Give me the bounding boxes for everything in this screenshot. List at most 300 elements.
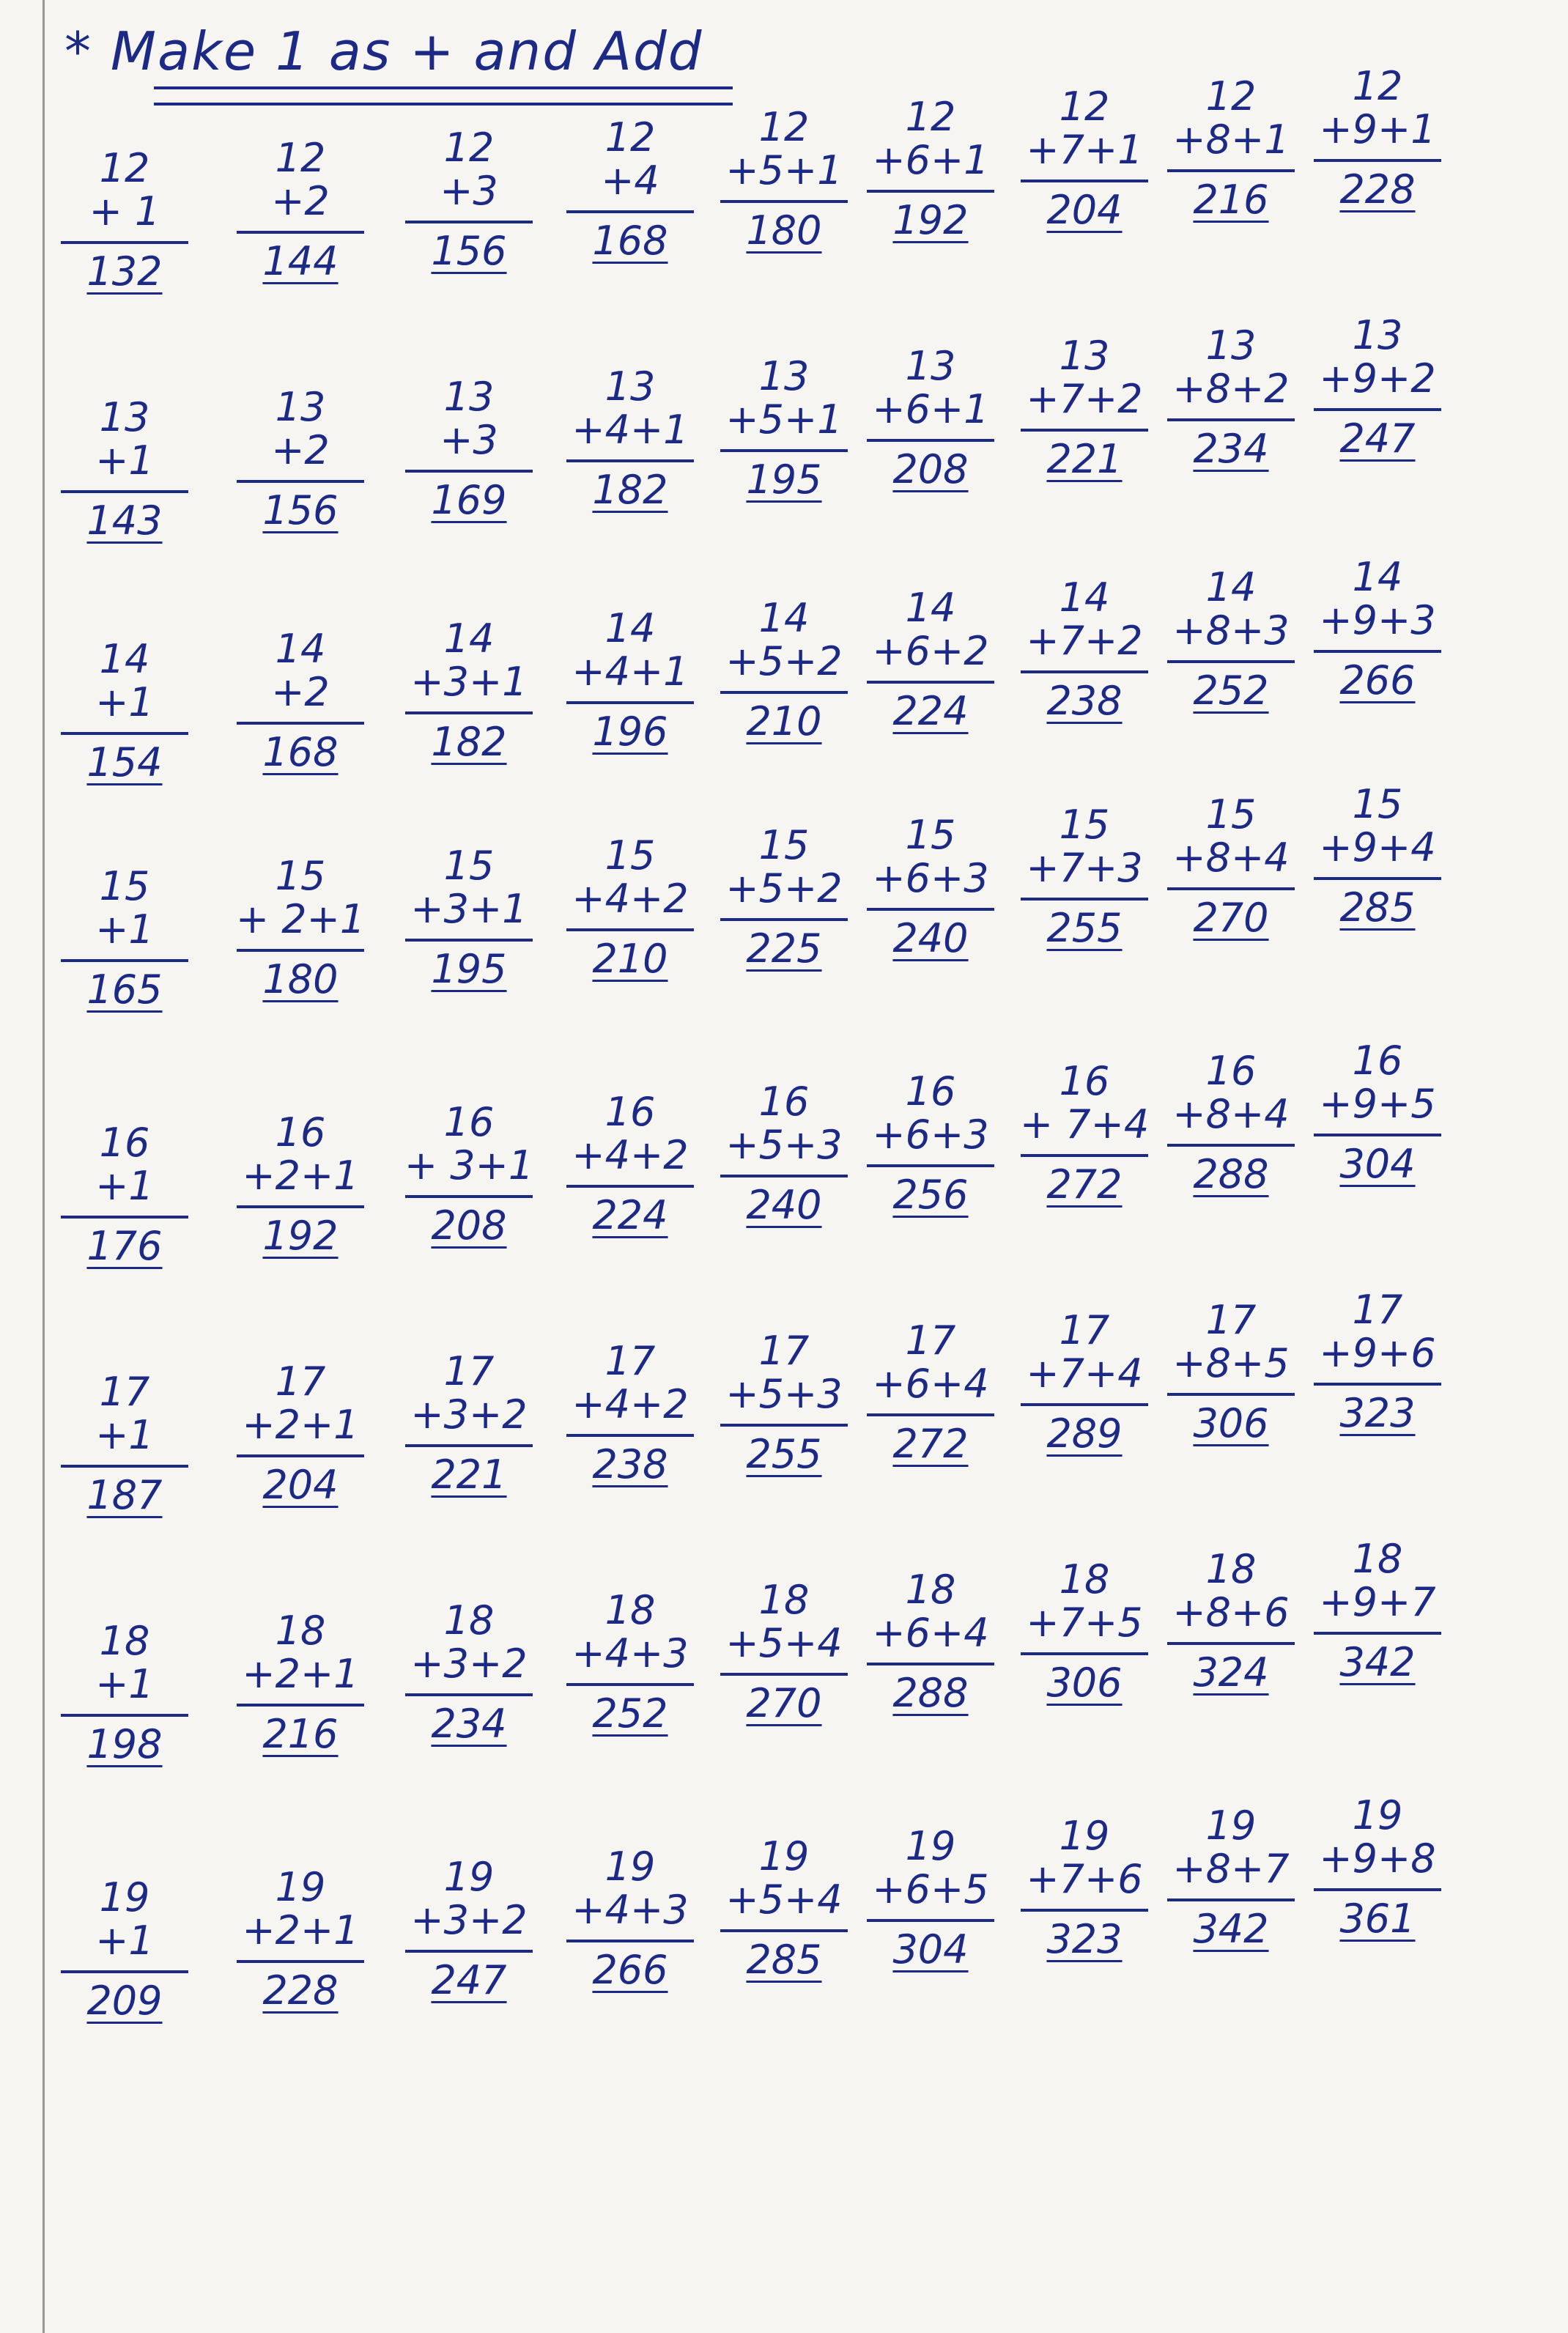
top-number: 18 xyxy=(905,1567,956,1613)
addend-line: +6+3 xyxy=(872,855,989,902)
result: 306 xyxy=(1193,1400,1269,1446)
problem-6-1 xyxy=(55,1370,194,1517)
addend-line: +8+1 xyxy=(1172,117,1290,163)
sum-rule xyxy=(237,1454,364,1457)
result: 234 xyxy=(431,1700,507,1747)
sum-rule xyxy=(1021,1652,1148,1655)
top-number: 16 xyxy=(99,1120,150,1166)
problem-2-4 xyxy=(561,365,700,511)
problem-7-3 xyxy=(399,1599,539,1745)
result: 192 xyxy=(262,1212,339,1259)
addend-line: +6+1 xyxy=(872,137,989,184)
addend-line: +8+7 xyxy=(1172,1846,1290,1893)
sum-rule xyxy=(1167,660,1295,663)
sum-rule xyxy=(405,1950,533,1953)
top-number: 14 xyxy=(1352,554,1403,600)
problem-2-2 xyxy=(231,385,370,532)
sum-rule xyxy=(1167,1642,1295,1645)
top-number: 15 xyxy=(443,843,495,889)
problem-6-4 xyxy=(561,1339,700,1486)
result: 234 xyxy=(1193,425,1269,472)
result: 270 xyxy=(1193,894,1269,941)
sum-rule xyxy=(405,1195,533,1198)
problem-6-3 xyxy=(399,1350,539,1496)
result: 221 xyxy=(1046,435,1123,482)
sum-rule xyxy=(405,221,533,223)
addend-line: +1 xyxy=(95,1661,154,1708)
result: 266 xyxy=(1339,657,1416,703)
problem-7-6 xyxy=(861,1568,1000,1715)
addend-line: +3 xyxy=(440,168,498,215)
top-number: 18 xyxy=(758,1577,810,1623)
problem-5-7 xyxy=(1015,1060,1154,1206)
problem-4-3 xyxy=(399,844,539,991)
addend-line: +3 xyxy=(440,417,498,464)
result: 361 xyxy=(1339,1895,1416,1942)
top-number: 19 xyxy=(1059,1813,1110,1859)
addend-line: +3+2 xyxy=(410,1391,528,1438)
result: 288 xyxy=(1193,1150,1269,1197)
top-number: 12 xyxy=(1205,73,1257,119)
sum-rule xyxy=(61,1465,188,1468)
problem-4-2 xyxy=(231,854,370,1001)
top-number: 14 xyxy=(275,626,326,672)
addend-line: +5+2 xyxy=(725,638,843,685)
result: 198 xyxy=(86,1720,163,1767)
sum-rule xyxy=(237,1704,364,1707)
top-number: 15 xyxy=(1205,791,1257,838)
top-number: 17 xyxy=(275,1358,326,1405)
result: 216 xyxy=(262,1710,339,1757)
problem-3-3 xyxy=(399,617,539,764)
top-number: 12 xyxy=(99,145,150,191)
addend-line: +9+2 xyxy=(1319,355,1436,402)
addend-line: +3+1 xyxy=(410,886,528,933)
margin-line xyxy=(42,0,45,2333)
addend-line: +4+3 xyxy=(572,1887,689,1934)
sum-rule xyxy=(566,1683,694,1686)
problem-4-7 xyxy=(1015,803,1154,950)
top-number: 16 xyxy=(905,1068,956,1114)
problem-2-3 xyxy=(399,375,539,522)
problem-8-2 xyxy=(231,1866,370,2012)
top-number: 16 xyxy=(275,1109,326,1156)
top-number: 13 xyxy=(443,374,495,420)
sum-rule xyxy=(237,722,364,725)
top-number: 19 xyxy=(1352,1792,1403,1838)
problem-4-6 xyxy=(861,813,1000,960)
problem-1-4 xyxy=(561,116,700,262)
addend-line: +2 xyxy=(271,669,330,716)
problem-7-7 xyxy=(1015,1558,1154,1704)
top-number: 17 xyxy=(905,1317,956,1364)
addend-line: +5+4 xyxy=(725,1620,843,1667)
addend-line: +2+1 xyxy=(242,1651,359,1698)
problem-5-2 xyxy=(231,1111,370,1257)
top-number: 17 xyxy=(1352,1287,1403,1333)
problem-2-9 xyxy=(1308,314,1447,460)
addend-line: +1 xyxy=(95,1412,154,1459)
result: 323 xyxy=(1339,1389,1416,1436)
top-number: 16 xyxy=(758,1079,810,1125)
result: 238 xyxy=(592,1441,668,1487)
result: 169 xyxy=(431,476,507,523)
addend-line: +2+1 xyxy=(242,1153,359,1199)
top-number: 17 xyxy=(443,1348,495,1394)
sum-rule xyxy=(1021,1403,1148,1406)
addend-line: +2 xyxy=(271,178,330,225)
problem-5-6 xyxy=(861,1070,1000,1216)
addend-line: +6+4 xyxy=(872,1610,989,1657)
result: 238 xyxy=(1046,677,1123,724)
sum-rule xyxy=(1167,887,1295,890)
sum-rule xyxy=(720,1673,848,1676)
addend-line: +5+1 xyxy=(725,396,843,443)
top-number: 19 xyxy=(758,1833,810,1879)
top-number: 14 xyxy=(1205,564,1257,610)
top-number: 12 xyxy=(604,114,656,160)
addend-line: +2+1 xyxy=(242,1907,359,1954)
problem-6-8 xyxy=(1161,1298,1301,1445)
sum-rule xyxy=(867,1663,994,1665)
problem-5-9 xyxy=(1308,1039,1447,1186)
addend-line: +1 xyxy=(95,1918,154,1964)
top-number: 12 xyxy=(443,125,495,171)
result: 255 xyxy=(1046,904,1123,951)
result: 342 xyxy=(1193,1905,1269,1952)
top-number: 15 xyxy=(1059,802,1110,848)
result: 252 xyxy=(1193,667,1269,714)
problem-8-8 xyxy=(1161,1804,1301,1951)
sum-rule xyxy=(720,918,848,921)
result: 240 xyxy=(746,1181,822,1228)
sum-rule xyxy=(1314,159,1441,162)
top-number: 19 xyxy=(99,1874,150,1920)
top-number: 15 xyxy=(1352,781,1403,827)
top-number: 19 xyxy=(1205,1803,1257,1849)
sum-rule xyxy=(405,470,533,473)
top-number: 12 xyxy=(905,94,956,140)
addend-line: +7+2 xyxy=(1026,618,1143,665)
problem-7-1 xyxy=(55,1619,194,1766)
problem-3-5 xyxy=(714,596,854,743)
problem-8-5 xyxy=(714,1835,854,1981)
result: 195 xyxy=(431,945,507,992)
addend-line: +7+1 xyxy=(1026,127,1143,174)
result: 323 xyxy=(1046,1915,1123,1962)
problem-5-4 xyxy=(561,1090,700,1237)
addend-line: +1 xyxy=(95,679,154,726)
result: 208 xyxy=(892,445,969,492)
problem-5-3 xyxy=(399,1101,539,1247)
sum-rule xyxy=(867,1919,994,1922)
sum-rule xyxy=(566,928,694,931)
result: 182 xyxy=(431,718,507,765)
addend-line: +7+6 xyxy=(1026,1856,1143,1903)
page-title: * Make 1 as + and Add xyxy=(64,21,703,82)
result: 204 xyxy=(1046,186,1123,233)
result: 224 xyxy=(892,687,969,734)
result: 324 xyxy=(1193,1649,1269,1696)
top-number: 18 xyxy=(275,1608,326,1654)
addend-line: +5+3 xyxy=(725,1122,843,1169)
sum-rule xyxy=(61,490,188,493)
problem-1-3 xyxy=(399,126,539,273)
result: 224 xyxy=(592,1191,668,1238)
sum-rule xyxy=(237,231,364,234)
result: 285 xyxy=(1339,884,1416,931)
result: 168 xyxy=(592,217,668,264)
result: 288 xyxy=(892,1669,969,1716)
result: 252 xyxy=(592,1690,668,1737)
top-number: 17 xyxy=(604,1338,656,1384)
addend-line: +8+4 xyxy=(1172,1091,1290,1138)
addend-line: +3+2 xyxy=(410,1641,528,1687)
sum-rule xyxy=(1021,1154,1148,1157)
sum-rule xyxy=(1314,408,1441,411)
addend-line: +8+6 xyxy=(1172,1589,1290,1636)
sum-rule xyxy=(61,1970,188,1973)
addend-line: + 7+4 xyxy=(1019,1101,1150,1148)
result: 208 xyxy=(431,1202,507,1249)
top-number: 16 xyxy=(443,1099,495,1145)
sum-rule xyxy=(61,241,188,244)
sum-rule xyxy=(1314,650,1441,653)
top-number: 14 xyxy=(905,585,956,631)
addend-line: +7+4 xyxy=(1026,1350,1143,1397)
sum-rule xyxy=(237,949,364,952)
sum-rule xyxy=(867,681,994,684)
problem-3-9 xyxy=(1308,555,1447,702)
top-number: 12 xyxy=(758,104,810,150)
top-number: 14 xyxy=(99,636,150,682)
top-number: 15 xyxy=(99,863,150,909)
sum-rule xyxy=(566,1940,694,1942)
addend-line: +9+7 xyxy=(1319,1579,1436,1626)
sum-rule xyxy=(1167,1393,1295,1396)
problem-3-6 xyxy=(861,586,1000,733)
problem-7-8 xyxy=(1161,1548,1301,1694)
top-number: 14 xyxy=(758,595,810,641)
problem-4-1 xyxy=(55,865,194,1011)
top-number: 13 xyxy=(99,394,150,440)
top-number: 15 xyxy=(604,832,656,879)
result: 304 xyxy=(892,1926,969,1972)
problem-2-1 xyxy=(55,396,194,542)
result: 342 xyxy=(1339,1638,1416,1685)
problem-1-6 xyxy=(861,95,1000,242)
top-number: 19 xyxy=(275,1864,326,1910)
addend-line: +4+1 xyxy=(572,407,689,454)
result: 187 xyxy=(86,1471,163,1518)
problem-4-9 xyxy=(1308,783,1447,929)
sum-rule xyxy=(1314,1632,1441,1635)
sum-rule xyxy=(405,939,533,942)
addend-line: +9+8 xyxy=(1319,1835,1436,1882)
problem-2-7 xyxy=(1015,334,1154,481)
addend-line: +1 xyxy=(95,906,154,953)
result: 210 xyxy=(746,698,822,744)
top-number: 16 xyxy=(1059,1058,1110,1104)
addend-line: +7+3 xyxy=(1026,845,1143,892)
sum-rule xyxy=(566,1185,694,1188)
sum-rule xyxy=(1167,169,1295,172)
top-number: 13 xyxy=(1205,322,1257,369)
sum-rule xyxy=(1314,877,1441,880)
top-number: 13 xyxy=(905,343,956,389)
sum-rule xyxy=(1021,1909,1148,1912)
addend-line: +1 xyxy=(95,1163,154,1210)
title-underline xyxy=(154,86,733,106)
sum-rule xyxy=(1167,418,1295,421)
problem-6-2 xyxy=(231,1360,370,1506)
result: 132 xyxy=(86,248,163,295)
result: 176 xyxy=(86,1222,163,1269)
result: 272 xyxy=(892,1420,969,1467)
result: 266 xyxy=(592,1946,668,1993)
addend-line: +9+6 xyxy=(1319,1330,1436,1377)
result: 196 xyxy=(592,708,668,755)
problem-7-5 xyxy=(714,1578,854,1725)
sum-rule xyxy=(1021,898,1148,901)
result: 195 xyxy=(746,456,822,503)
top-number: 18 xyxy=(1352,1536,1403,1582)
result: 306 xyxy=(1046,1659,1123,1706)
result: 210 xyxy=(592,935,668,982)
problem-6-7 xyxy=(1015,1309,1154,1455)
sum-rule xyxy=(1314,1888,1441,1891)
top-number: 12 xyxy=(275,135,326,181)
top-number: 12 xyxy=(1059,84,1110,130)
top-number: 18 xyxy=(99,1618,150,1664)
problem-4-8 xyxy=(1161,793,1301,939)
result: 304 xyxy=(1339,1140,1416,1187)
sum-rule xyxy=(720,200,848,203)
addend-line: + 2+1 xyxy=(235,896,366,943)
problem-6-9 xyxy=(1308,1288,1447,1435)
sum-rule xyxy=(566,210,694,213)
problem-8-4 xyxy=(561,1845,700,1992)
addend-line: +6+5 xyxy=(872,1866,989,1913)
problem-1-2 xyxy=(231,136,370,283)
result: 255 xyxy=(746,1430,822,1477)
sum-rule xyxy=(61,959,188,962)
problem-5-1 xyxy=(55,1121,194,1268)
result: 247 xyxy=(1339,415,1416,462)
top-number: 18 xyxy=(604,1587,656,1633)
problem-5-5 xyxy=(714,1080,854,1227)
problem-3-2 xyxy=(231,627,370,774)
sum-rule xyxy=(867,439,994,442)
sum-rule xyxy=(405,1693,533,1696)
result: 182 xyxy=(592,466,668,513)
top-number: 19 xyxy=(604,1844,656,1890)
problem-4-5 xyxy=(714,824,854,970)
addend-line: +9+4 xyxy=(1319,824,1436,871)
problem-8-6 xyxy=(861,1824,1000,1971)
result: 192 xyxy=(892,196,969,243)
result: 180 xyxy=(746,207,822,254)
problem-1-5 xyxy=(714,106,854,252)
sum-rule xyxy=(566,459,694,462)
result: 221 xyxy=(431,1451,507,1498)
top-number: 17 xyxy=(1205,1297,1257,1343)
result: 168 xyxy=(262,728,339,775)
result: 204 xyxy=(262,1461,339,1508)
sum-rule xyxy=(61,1216,188,1219)
problem-8-7 xyxy=(1015,1814,1154,1961)
top-number: 16 xyxy=(1352,1038,1403,1084)
top-number: 15 xyxy=(758,822,810,868)
problem-7-4 xyxy=(561,1589,700,1735)
sum-rule xyxy=(405,711,533,714)
problem-7-9 xyxy=(1308,1537,1447,1684)
problem-1-8 xyxy=(1161,75,1301,221)
sum-rule xyxy=(867,908,994,911)
sum-rule xyxy=(61,732,188,735)
result: 228 xyxy=(1339,166,1416,212)
addend-line: +4 xyxy=(601,158,659,204)
result: 256 xyxy=(892,1171,969,1218)
sum-rule xyxy=(61,1714,188,1717)
top-number: 15 xyxy=(275,853,326,899)
result: 143 xyxy=(86,497,163,544)
problem-6-5 xyxy=(714,1329,854,1476)
addend-line: +3+2 xyxy=(410,1897,528,1944)
result: 144 xyxy=(262,237,339,284)
problem-3-7 xyxy=(1015,576,1154,722)
top-number: 19 xyxy=(443,1854,495,1900)
top-number: 12 xyxy=(1352,63,1403,109)
top-number: 13 xyxy=(275,384,326,430)
sum-rule xyxy=(1021,429,1148,432)
addend-line: +6+3 xyxy=(872,1112,989,1158)
result: 209 xyxy=(86,1977,163,2024)
addend-line: +8+4 xyxy=(1172,835,1290,881)
sum-rule xyxy=(720,1929,848,1932)
result: 228 xyxy=(262,1967,339,2014)
sum-rule xyxy=(1167,1898,1295,1901)
problem-2-6 xyxy=(861,344,1000,491)
sum-rule xyxy=(720,449,848,452)
result: 270 xyxy=(746,1679,822,1726)
result: 247 xyxy=(431,1956,507,2003)
problem-3-1 xyxy=(55,637,194,784)
addend-line: +4+1 xyxy=(572,648,689,695)
sum-rule xyxy=(720,1175,848,1177)
top-number: 17 xyxy=(758,1328,810,1374)
sum-rule xyxy=(237,480,364,483)
problem-3-8 xyxy=(1161,566,1301,712)
problem-1-1 xyxy=(55,147,194,293)
result: 156 xyxy=(431,227,507,274)
top-number: 18 xyxy=(1205,1546,1257,1592)
top-number: 17 xyxy=(99,1369,150,1415)
sum-rule xyxy=(1021,670,1148,673)
result: 225 xyxy=(746,925,822,972)
top-number: 16 xyxy=(604,1089,656,1135)
addend-line: +1 xyxy=(95,437,154,484)
result: 216 xyxy=(1193,176,1269,223)
problem-1-9 xyxy=(1308,64,1447,211)
problem-8-1 xyxy=(55,1876,194,2022)
top-number: 19 xyxy=(905,1823,956,1869)
problem-1-7 xyxy=(1015,85,1154,232)
result: 154 xyxy=(86,739,163,785)
sum-rule xyxy=(237,1205,364,1208)
problem-2-8 xyxy=(1161,324,1301,470)
sum-rule xyxy=(720,691,848,694)
